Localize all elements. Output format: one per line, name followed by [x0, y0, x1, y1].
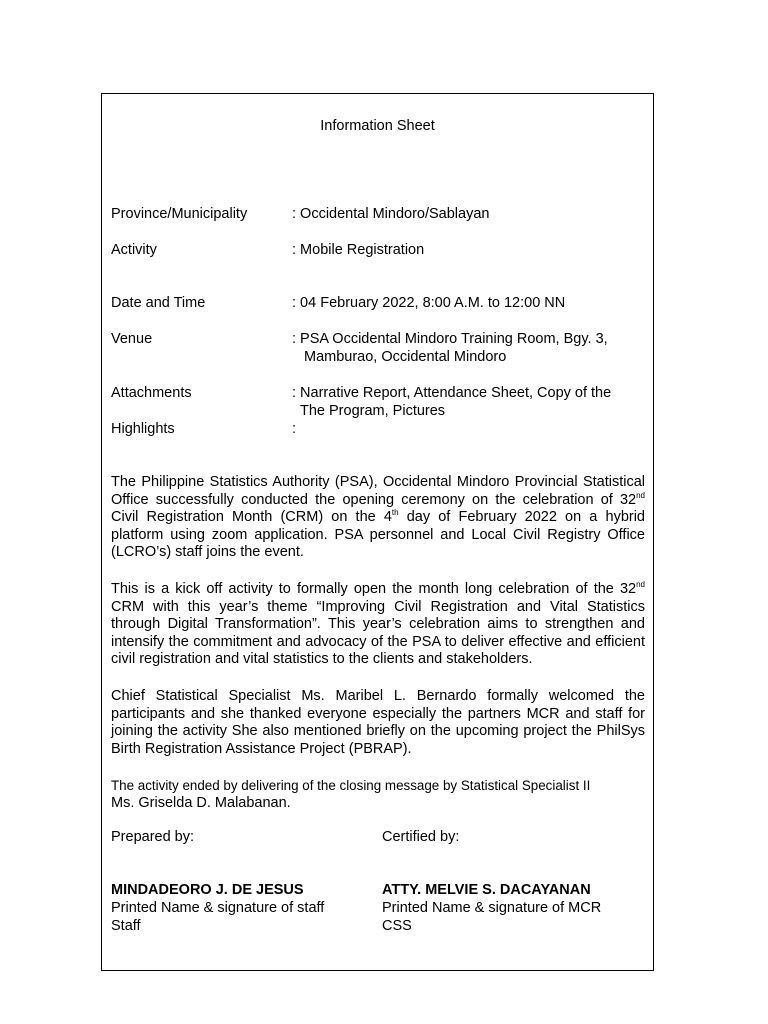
field-value: : Occidental Mindoro/Sablayan — [292, 206, 490, 222]
field-value-cont: The Program, Pictures — [300, 403, 446, 419]
signatory-caption: Printed Name & signature of staff — [111, 900, 325, 916]
paragraph-line: Ms. Griselda D. Malabanan. — [111, 794, 291, 811]
field-value: : 04 February 2022, 8:00 A.M. to 12:00 NN — [292, 295, 566, 311]
certified-by-block — [382, 881, 601, 935]
paragraph-kickoff — [111, 581, 645, 669]
superscript: nd — [636, 490, 645, 500]
paragraph-line: The activity ended by delivering of the closing message by Statistical Specialist II — [111, 778, 591, 793]
certified-by-label: Certified by: — [382, 829, 460, 845]
field-label: Activity — [111, 242, 157, 258]
prepared-by-block — [111, 881, 324, 935]
field-value: : Narrative Report, Attendance Sheet, Copy of the — [292, 385, 612, 401]
field-label: Venue — [111, 331, 153, 347]
paragraph-welcome: Chief Statistical Specialist Ms. Maribel L. Bernardo formally welcomed the participants and she thanked everyone especially the partners MCR and staff for joining the activity She also mentioned briefly on the upcoming project the PhilSys Birth Registration Assistance Project (PBRAP). — [111, 688, 645, 757]
paragraph-text: day of February 2022 on a hybrid platform using zoom application. PSA personnel and Local Civil Registry Office (LCRO’s) staff joins the event. — [111, 509, 645, 560]
superscript: th — [391, 508, 399, 517]
page-title: Information Sheet — [320, 118, 435, 134]
paragraph-text: Civil Registration Month (CRM) on the 4 — [111, 509, 392, 525]
prepared-by-label: Prepared by: — [111, 829, 195, 845]
signatory-name: MINDADEORO J. DE JESUS — [111, 882, 304, 898]
superscript: nd — [636, 580, 645, 589]
field-venue — [111, 330, 646, 370]
field-value: : PSA Occidental Mindoro Training Room, Bgy. 3, — [292, 331, 608, 347]
field-label: Highlights — [111, 421, 175, 437]
field-value: : — [292, 421, 297, 437]
signatory-role: CSS — [382, 918, 412, 934]
paragraph-intro — [111, 474, 645, 562]
paragraph-text: The Philippine Statistics Authority (PSA), Occidental Mindoro Provincial Statistical Office successfully conducted the opening ceremony on the celebration of 32 — [111, 474, 645, 508]
signatory-name: ATTY. MELVIE S. DACAYANAN — [382, 882, 591, 898]
field-label: Province/Municipality — [111, 206, 248, 222]
signatory-role: Staff — [111, 918, 141, 934]
field-value: : Mobile Registration — [292, 242, 425, 258]
signatory-caption: Printed Name & signature of MCR — [382, 900, 602, 916]
information-sheet — [101, 93, 654, 971]
paragraph-text: CRM with this year’s theme “Improving Civil Registration and Vital Statistics through Digital Transformation”. This year’s celebration aims to strengthen and intensify the commitment and advocacy of the PSA to deliver effective and efficient civil registration and vital statistics to the clients and stakeholders. — [111, 598, 645, 667]
field-label: Attachments — [111, 385, 192, 401]
field-attachments — [111, 384, 646, 424]
field-label: Date and Time — [111, 295, 206, 311]
field-value-cont: Mamburao, Occidental Mindoro — [304, 349, 507, 365]
paragraph-text: This is a kick off activity to formally open the month long celebration of the 32 — [111, 581, 637, 597]
paragraph-closing — [111, 777, 645, 812]
